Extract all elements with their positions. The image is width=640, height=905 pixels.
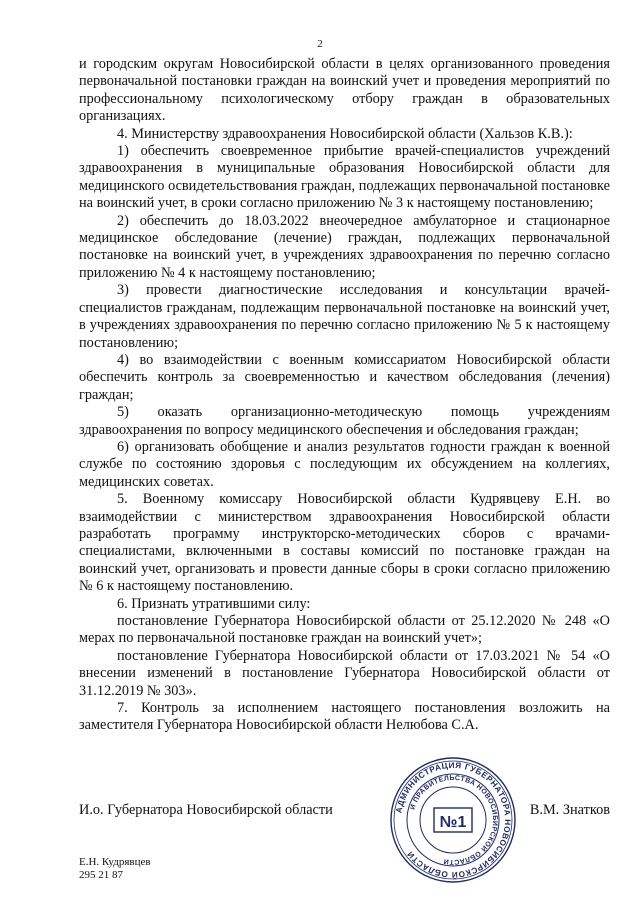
executor-name: Е.Н. Кудрявцев [79, 856, 151, 868]
paragraph-subitem-1: 1) обеспечить своевременное прибытие врачей-специалистов учреждений здравоохранения в муниципальные образования Новосибирской области для медицинского освидетельствования граждан, подлежащих первоначальной постановке на воинский учет, в сроки согласно приложению № 3 к настоящему постановлению; [79, 143, 610, 212]
seal-center-number: №1 [439, 814, 467, 831]
page-number: 2 [317, 38, 323, 50]
document-body [79, 56, 610, 735]
paragraph-subitem-3: 3) провести диагностические исследования и консультации врачей-специалистов гражданам, подлежащим первоначальной постановке на воинский учет, в учреждениях здравоохранения по перечню согласно приложению № 5 к настоящему постановлению; [79, 282, 610, 351]
paragraph-item-7: 7. Контроль за исполнением настоящего постановления возложить на заместителя Губернатора Новосибирской области Нелюбова С.А. [79, 700, 610, 734]
official-seal [388, 755, 518, 885]
seal-inner-text: И ПРАВИТЕЛЬСТВА НОВОСИБИРСКОЙ ОБЛАСТИ [409, 774, 499, 866]
executor-info [79, 856, 151, 882]
signatory-name: В.М. Знатков [529, 802, 610, 818]
paragraph-subitem-2: 2) обеспечить до 18.03.2022 внеочередное амбулаторное и стационарное медицинское обследование (лечение) граждан, подлежащих первоначальной постановке на воинский учет, в учреждениях здравоохранения по перечню согласно приложению № 4 к настоящему постановлению; [79, 212, 610, 281]
signatory-title: И.о. Губернатора Новосибирской области [79, 802, 333, 818]
seal-outer-text: АДМИНИСТРАЦИЯ ГУБЕРНАТОРА НОВОСИБИРСКОЙ ОБЛАСТИ [394, 760, 513, 880]
paragraph-subitem-5: 5) оказать организационно-методическую помощь учреждениям здравоохранения по вопросу медицинского обеспечения и обследования граждан; [79, 404, 610, 438]
signature-block [79, 802, 610, 822]
paragraph-subitem-4: 4) во взаимодействии с военным комиссариатом Новосибирской области обеспечить контроль за своевременностью и качеством обследования (лечения) граждан; [79, 351, 610, 403]
executor-phone: 295 21 87 [79, 869, 123, 881]
paragraph-item-5: 5. Военному комиссару Новосибирской области Кудрявцеву Е.Н. во взаимодействии с министерством здравоохранения Новосибирской области разработать программу инструкторско-методических сборов с врачами-специалистами, включенными в составы комиссий по постановке граждан на воинский учет, организовать и провести данные сборы в сроки согласно приложению № 6 к настоящему постановлению. [79, 491, 610, 595]
paragraph-item-6: 6. Признать утратившими силу: [117, 595, 311, 612]
paragraph-repealed-2: постановление Губернатора Новосибирской области от 17.03.2021 № 54 «О внесении изменений в постановление Губернатора Новосибирской области от 31.12.2019 № 303». [79, 647, 610, 699]
paragraph-repealed-1: постановление Губернатора Новосибирской области от 25.12.2020 № 248 «О мерах по первоначальной постановке граждан на воинский учет»; [79, 613, 610, 647]
paragraph-item-4: 4. Министерству здравоохранения Новосибирской области (Хальзов К.В.): [117, 125, 573, 142]
paragraph-subitem-6: 6) организовать обобщение и анализ результатов годности граждан к военной службе по состоянию здоровья с последующим их обсуждением на коллегиях, медицинских советах. [79, 438, 610, 490]
paragraph-continuation: и городским округам Новосибирской области в целях организованного проведения первоначальной постановки граждан на воинский учет и проведения мероприятий по профессиональному психологическому отбору граждан в образовательных организациях. [79, 56, 610, 125]
